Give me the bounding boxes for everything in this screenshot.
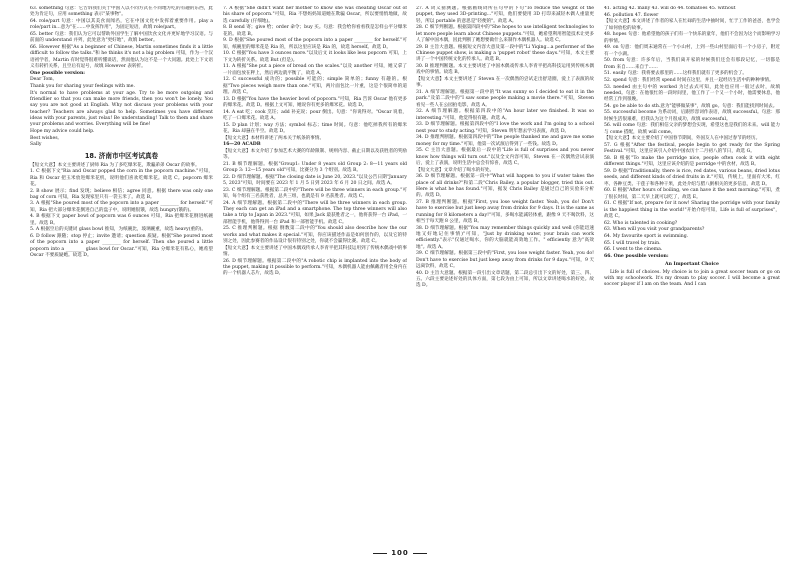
- column-3: [416, 6, 594, 546]
- letter-closing: Best wishes,: [30, 135, 60, 141]
- paragraph: 【短文大意】本文主要讲述了中国木偶戏传承人李青平把其科技运用到了传统木偶戏中的事情。: [223, 245, 407, 258]
- footer-rule-left: [373, 553, 387, 554]
- paragraph: 34. D 推理判断题。根据第四段中的"The people thanked me and gave me some money for my time."可知，他第一次试演后得到了一些钱。故选 D。: [416, 135, 594, 147]
- paragraph: 46. pollution 47. flower: [604, 12, 659, 18]
- paragraph: 8. B send 寄；give 给；order 命令；buy 买。句意：我会给你看看我是怎样公平分爆米花的。故选 B。: [223, 25, 407, 37]
- paragraph: 38. D 细节理解题。根据"You may remember things quickly and well (你能迅速地又好地记住事情)"可知，"Just by drinking water, your brain can work efficiently."表示"仅通过喝水，你的大脑就能高效地工作。" efficiently 意为"高效地"。故选 A。: [416, 225, 594, 250]
- paragraph: 1. C 根据下文"Ria and Oscar popped the corn in the popcorn machine."可知，Ria 和 Oscar 把玉米放进爆米花机，说明他们喜欢吃爆米花。故选 C。popcorn 爆米花。: [30, 169, 213, 187]
- paragraph: 62. Who is talented in cooking?: [604, 220, 678, 226]
- paragraph: 31. A 细节理解题。根据第一段中的"It was sunny so I decided to eat it in the park."及第二段中的"I saw some people making a movie there."可知，Steven 看见一些人在公园拍电影，故选 A。: [416, 89, 594, 108]
- paragraph: 【短文大意】本文讲述了作者的家人在忙碌的生活中抽时间，忙于工作的爸爸，也学会了如何放松的故事。: [604, 19, 780, 31]
- paragraph: 56. will come 句意：我们相信父亲的梦想会实现，希望这也是我们的未来。will 能力与 come 搭配，故填 will come。: [604, 123, 780, 135]
- paragraph: 66. However 根据"As a beginner of Chinese, Martin sometimes finds it a little difficult to follow the talks."和 he thinks it's not a big problem 可知，作为一个汉语初学者，Martin 有时觉得很难听懂谈话，然而他认为这不是一个大问题。此处上下文语义有转折关系，且空后有逗号，故填 However 表转折。: [30, 44, 213, 69]
- letter-body: It's normal to have problems at your age. Try to be more outgoing and friendlier so that you can make more friends, then you won't be lonely. You say you are not good at English. Why not discuss your problems with your teacher? Teachers are always glad to help. Sometimes you have different ideas with your parents, just relax! Be understanding! Talk to them and share your problems and worries. Everything will be fine!: [30, 90, 213, 128]
- paragraph: 【短文大意】本文主要讲述了厨师 Ria 为了多吃爆米花，欺骗弟弟 Oscar 的故事。: [30, 162, 200, 168]
- paragraph: 61. C 根据"If not, prepare for it now! Sharing the porridge with your family is the happiest thing in the world!"开始介绍可知，Life is full of surprises"，故选 C。: [604, 201, 780, 220]
- paragraph: 55. successful become 为系动词，后跟形容词作表语，故填 successful。句意：那时候生活很艰难，但我认为这个月很成功，故填 successful。: [604, 110, 780, 122]
- paragraph: 59. D 根据"Traditionally, there is rice, red dates, various beans, dried lotus seeds, and different kinds of dried fruits in it."可知，传统上，里面有大米、红枣、各种豆类、干莲子和各种干果，此处介绍与腊八粥相关的更多信息，故选 D。: [604, 169, 780, 187]
- paragraph: 64. My favourite sport is swimming.: [604, 233, 689, 239]
- paragraph: 5. A 根据空后的关键词 glass bowl 推知，为纸碗比，玻璃碗重，故选 heavy(重的)。: [30, 227, 207, 233]
- paragraph: 14. A eat 吃；cook 烹饪；add 补充说；pour 倒出。句意："你说得对。"Oscar 说着，吃了一口爆米花。故选 A。: [223, 109, 407, 121]
- paragraph: 32. A 细节理解题。根据第四段中的"An hour later we finished. It was so interesting."可知，他觉得很有趣。故选 A。: [416, 109, 594, 121]
- paragraph: 9. D 根据"She poured most of the popcorn into a paper ________ for herself."可知，纸碗里的爆米花是 Ria 的，所以这里应该是 Ria 的，故选 herself。故选 D。: [223, 38, 407, 50]
- paragraph: 65. better 句意：我们认为它可以帮助外国学生了解中国饮食文化并更好地学习汉语。与前面的 understand 并列，此处意为"更好地"，故填 better。: [30, 31, 213, 44]
- paragraph: 13. D 根据"You have the heavier bowl of popcorn."可知，Ria 告诉 Oscar 他有更多的爆米花。故选 D。根据上文可知，她说你有更多的爆米花。故选 D。: [223, 96, 407, 108]
- paragraph: 26. D 细节理解题。根据第二段中的"A robotic chip is implanted into the body of the puppet, making it possible to perform."可知，木偶机器人能由佩戴者用全身内在的一个机器人芯片，故选 D。: [223, 258, 407, 277]
- paragraph: 【短文大意】本文主要介绍了中国春节期间，外国友人在中国过春节的经历。: [604, 136, 761, 142]
- answer-range: 16—20 ACADB: [223, 142, 261, 148]
- column-4: [604, 6, 780, 546]
- paragraph: 29. B 主旨大意题。根据短文内容大意及第一段中的"Li Yiqing...a performer of the Chinese puppet show, is making a 'puppet robot' these days."可知，本文主要讲了一个中国传统文化的传承人。故选 B。: [416, 44, 594, 63]
- paragraph: 58. B 根据"To make the porridge nice, people often cook it with eight different things."可知，这里应该介绍的是 porridge 中的食材，故选 B。: [604, 156, 780, 168]
- section-title: 18. 济南市中区考试真卷: [84, 151, 159, 160]
- page-footer: [0, 549, 800, 557]
- paragraph: 3. A 根据"She poured most of the popcorn into a paper ________ for herself."可知，Ria 把大部分爆米花倒进自己的盘子中，说明她很饿，故选 hungry(饿的)。: [30, 201, 213, 213]
- paragraph: 53. needed 由主句中的 worked 为过去式可知，此处也应用一般过去时，故填 needed。句意：在他很忙的一段时间里，他工作了一个又一个小时，他需要休息，他经常工作到很晚。: [604, 84, 780, 103]
- paragraph: 27. A 词义猜测题。根据画线词所在句中的下句"To reduce the weight of the puppet, they used 3D-printing..."可知，他们要使用 3D 打印来减轻木偶人重量更轻，所以 portable 的意思是"轻便的"。故选 A。: [416, 6, 594, 24]
- paragraph: 6. D follow 跟随；stop 停止；invite 邀请；question 质疑。根据"She poured most of the popcorn into a paper ________ for herself. Then she poured a little popcorn into a ________ glass bowl for Oscar."可知，Ria 分爆米花有私心，她希望 Oscar 不要质疑她。故选 D。: [30, 234, 213, 259]
- paragraph: 39. C 细节理解题。根据第三段中的"First, you lose weight faster. Yeah, you do! Don't have to exercise but just keep away from drinks for 9 days."可知，9 天远离饮料，故选 C。: [416, 251, 594, 269]
- paragraph: 【短文大意】本材料讲述了两本关于纸条的事情。: [223, 135, 325, 141]
- column-1-paragraphs: [30, 6, 213, 149]
- paragraph: 25. C 推理判断题。根据 倒数第二段中的"You should also describe how the our works and what makes it special."可知，你应该描述作品是如何创作的，以及它的特别之处，因此参赛者的作品设计很有特别之处，你就不会赢得比赛。故选 C。: [223, 226, 407, 245]
- paragraph: 60. E 根据"After hours of boiling, we can have it the next morning."可知，煮了很长时间，第二天早上就可以吃了，故选 E。: [604, 188, 780, 200]
- essay-body: Life is full of choices. My choice is to join a great soccer team or go on with my schoolwork. It's my dream to play soccer. I will become a great soccer player if I am on the team. And I can: [604, 269, 780, 288]
- paragraph: 63. When will you visit your grandparents?: [604, 227, 705, 233]
- essay-title: An Important Choice: [665, 262, 719, 268]
- letter-signature: Sally: [30, 142, 42, 148]
- paragraph: 48. hopes 句意：他希望他的孩子们有一个快乐的童年，他们不会因为这个而影响学习的事情。: [604, 32, 780, 44]
- page-number: 100: [391, 549, 409, 557]
- paragraph: 33. D 细节理解题。根据第四段中的"I love the work and I'm going to a school next year to study acting."可知，Steven 明年想去学习表演，故选 D。: [416, 122, 594, 134]
- paragraph: 35. C 主旨大意题。根据最后一段中的"Life is full of surprises and you never know how things will turn out."以及全文内容可知，Steven 在一次偶然尝试表演后，爱上了表演，说明生活中总会有惊喜，故选 C。: [416, 148, 594, 166]
- paragraph: 23. C 细节理解题。根据第二段中的"There will be three winners in each group."可知，每个组有三名获胜者，总共三组，也就是有 9 名获胜者。故选 C。: [223, 187, 407, 200]
- letter-body: Hope my advice could help.: [30, 128, 95, 134]
- paragraph: 15. D plan 计划；way 方法；symbol 标志；time 时间。句意：他吃掉我所有的爆米花，Ria 却悬在半空。故选 D。: [223, 122, 407, 134]
- column-1-paragraphs-after: [30, 163, 213, 260]
- paragraph: 10. C 根据"You have 3 ounces more."以及后文 it looks like less popcorn 可知，上下文为转折关系。故选 But (但是)。: [223, 51, 407, 63]
- column-1: [30, 6, 213, 546]
- paragraph: 4. B 根据下文 paper bowl of popcorn was 6 ounces 可知，Ria 把爆米花倒进纸碗里。故选 B。: [30, 214, 213, 226]
- paragraph: 40. D 主旨大意题。根据第一段引出文章话题，第二段总引出下文的好处，第三、四、五、六段主要论述好处的具体方面，第七段为由上可知，所以文章讲述喝水的好处。故选 D。: [416, 270, 594, 289]
- paragraph: 28. C 细节判断题。根据第四段中的"She hopes to use intelligent technologies to let more people learn about Chinese puppets."可知，她希望利用智能技术让更多人了解中国木偶，因此判断了她想要做什么来制作木偶机器人。故选 C。: [416, 25, 594, 44]
- sample-essay-heading: 66. One possible version:: [604, 253, 669, 259]
- paragraph: 36. D 细节理解题。根据第一段中"What will happen to you if water takes the place of all drinks?"和第二段"Chris Bailey, a popular blogger, tried this out. Here is what he has found."可知，据发 Chris Bailey 是通过自己的实验来分析的。故选 D。: [416, 174, 594, 199]
- paragraph: 【短文大意】本文介绍了参加艺术大赛的年龄限制、规则内容、截止日期以及获胜者的奖励等。: [223, 148, 407, 161]
- paragraph: 66. I went to the cinema.: [604, 247, 663, 253]
- paragraph: 24. A 细节理解题。根据第二段中的"There will be three winners in each group. They each can get an iPad and a smartphone. The top three winners will also take a trip to Japan in 2023."可知，如果 Jack 最获胜者之一，他将获得一台 iPad、一部智能手机，他得得到一台 iPad 和一部智能手机。故选 C。: [223, 200, 407, 225]
- paragraph: 64. role/part 句意：中国以其美食而闻名，它在中国文化中发挥着重要作用。play a role/part in...意为"在……中发挥作用"，为固定短语，故填 role/part。: [30, 18, 213, 31]
- paragraph: 【短文大意】文章介绍了喝水的好处。: [416, 167, 495, 173]
- column-2: [223, 6, 407, 546]
- paragraph: 63. something 句意：它告诉我们关于中国人以不同方式在不同地方吃的有趣的东西，此处为肯定句，应用 something 表示"某事物"。: [30, 6, 213, 18]
- paragraph: 2. B show 展示；find 发现；believe 相信；agree 同意。根据 there was only one bag of corn 可知，Ria 发现家里只有一袋玉米了。故选 B。: [30, 188, 213, 200]
- paragraph: 12. C successful 成功的；possible 可能的；simple 简单的；funny 有趣的。根据"Two pieces weigh more than one."可知，两片面包比一片重，这是个很简单的道理。故选 C。: [223, 77, 407, 95]
- paragraph: 22. D 细节理解题。根据"The closing date is June 20, 2023."以及公告日期"January 5, 2023"可知，时间要在 2023 年 1 月 5 日到 2023 年 6 月 20 日之间。故选 A。: [223, 174, 407, 187]
- sample-essay-heading: One possible version:: [30, 70, 85, 76]
- paragraph: 52. spend 句意：我们经常 spend 时间在这里，并且一起经历生活中的种种事情。: [604, 77, 774, 83]
- paragraph: 41. acting 42. many 43. will do 44. tomatoes 45. without: [604, 6, 736, 11]
- paragraph: 65. I will travel by train.: [604, 240, 661, 246]
- paragraph: 57. G 根据"After the festival, people begin to get ready for the Spring Festival."可知，这里应该引入介绍中国农历十二月初八的节日，故选 G。: [604, 143, 780, 155]
- paragraph: 21. B 细节理解题。根据"Group1: Under 8 years old Group 2: 8—11 years old Group 3: 12—15 years old"可知，比赛分为 3 个组别。故选 B。: [223, 161, 407, 174]
- letter-body: Thank you for sharing your feelings with me.: [30, 83, 135, 89]
- letter-greeting: Dear Tom,: [30, 77, 55, 83]
- paragraph: 7. A 根据"She didn't want her mother to know she was cheating Oscar out of his share of popcorn."可知，Ria 不想妈妈知道她在欺骗 Oscar，所以要悄悄地做，故选 carefully (仔细地)。: [223, 6, 407, 24]
- paragraph: 【短文大意】本文主要讲述了 Steven 在一次偶然的尝试走出舒适圈，爱上了表演的故事。: [416, 76, 594, 89]
- paragraph: 51. easily 句意：我将要去那里的……这样我们就有了更多的机会了。: [604, 71, 748, 77]
- paragraph: 30. B 推理判断题。本文主要讲述了中国木偶戏传承人李青平把高科技运用到传统木偶戏中的事情。故选 B。: [416, 63, 594, 76]
- footer-rule-right: [413, 553, 427, 554]
- paragraph: 11. A 根据"She put a piece of bread on the scales."以及 another 可知，她又拿了一片面包放在秤上，然后两边就平衡了，故选 A。: [223, 64, 407, 76]
- paragraph: 50. from 句意：许多年后，当我们离开家的时候我们还会有那段记忆，一切都是 from 来自……来自于……: [604, 58, 780, 70]
- paragraph: 37. B 推理判断题。根据"First, you lose weight faster. Yeah, you do! Don't have to exercise but just keep away from drinks for 9 days. It is the same as running for 8 kilometers a day!"可知，多喝水能减轻体重，跟像 9 天不喝饮料，这相当于每天跑 8 公里，故选 B。: [416, 199, 594, 224]
- paragraph: 49. on 句意：他们周末通常在一个小山村，上到一些山村里面后有一个小房子，附近有一个小湖。: [604, 45, 780, 57]
- paragraph: 54. go be able to do sth.意为"能够做某事"，故填 go。句意：我们能找到时间去。: [604, 103, 778, 109]
